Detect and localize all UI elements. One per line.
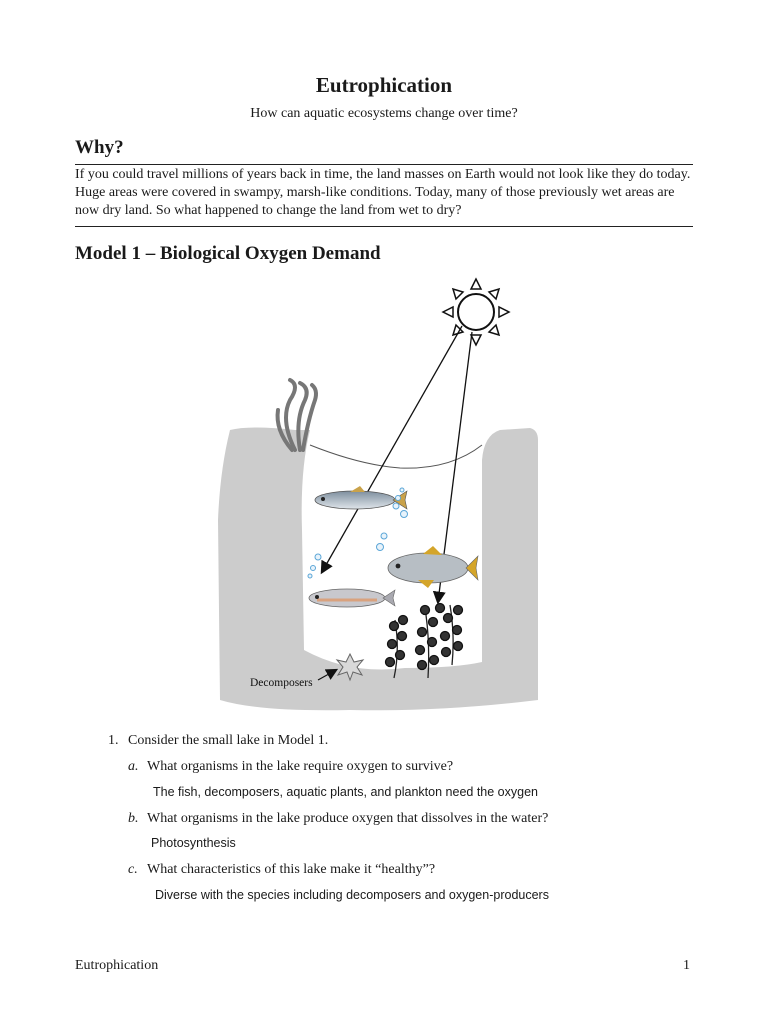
lake-basin (218, 428, 538, 711)
why-bottom-rule (75, 226, 693, 227)
question-text: What organisms in the lake require oxygen to survive? (147, 759, 454, 774)
footer-title: Eutrophication (75, 958, 159, 973)
answer-1b[interactable]: Photosynthesis (151, 836, 236, 850)
reeds (278, 380, 316, 450)
page-subtitle: How can aquatic ecosystems change over time? (250, 106, 518, 121)
question-text: Consider the small lake in Model 1. (128, 733, 329, 748)
why-paragraph: If you could travel millions of years back in time, the land masses on Earth would not look like they do today. Huge areas were covered in swampy, marsh-like conditions. Today, many of those previously wet areas are now dry land. So what happened to change the land from wet to dry? (75, 167, 691, 218)
answer-1a[interactable]: The fish, decomposers, aquatic plants, and plankton need the oxygen (153, 785, 538, 799)
page-title: Eutrophication (315, 73, 453, 97)
decomposers-label: Decomposers (250, 677, 313, 689)
question-letter: b. (128, 811, 139, 826)
model-heading: Model 1 – Biological Oxygen Demand (75, 243, 381, 264)
question-text: What characteristics of this lake make it “healthy”? (147, 862, 436, 877)
fish-icon (388, 546, 478, 588)
sunlight-ray-to-fish (322, 326, 462, 572)
answer-1c[interactable]: Diverse with the species including decomposers and oxygen-producers (155, 888, 549, 902)
question-text: What organisms in the lake produce oxygen that dissolves in the water? (147, 811, 549, 826)
question-number: 1. (108, 733, 119, 748)
question-letter: c. (128, 862, 138, 877)
why-heading: Why? (75, 137, 124, 158)
fish-icon (309, 589, 395, 607)
lake-diagram (200, 270, 560, 720)
footer-page-number: 1 (683, 958, 690, 973)
why-top-rule (75, 164, 693, 165)
sun-icon (443, 279, 509, 345)
question-letter: a. (128, 759, 139, 774)
